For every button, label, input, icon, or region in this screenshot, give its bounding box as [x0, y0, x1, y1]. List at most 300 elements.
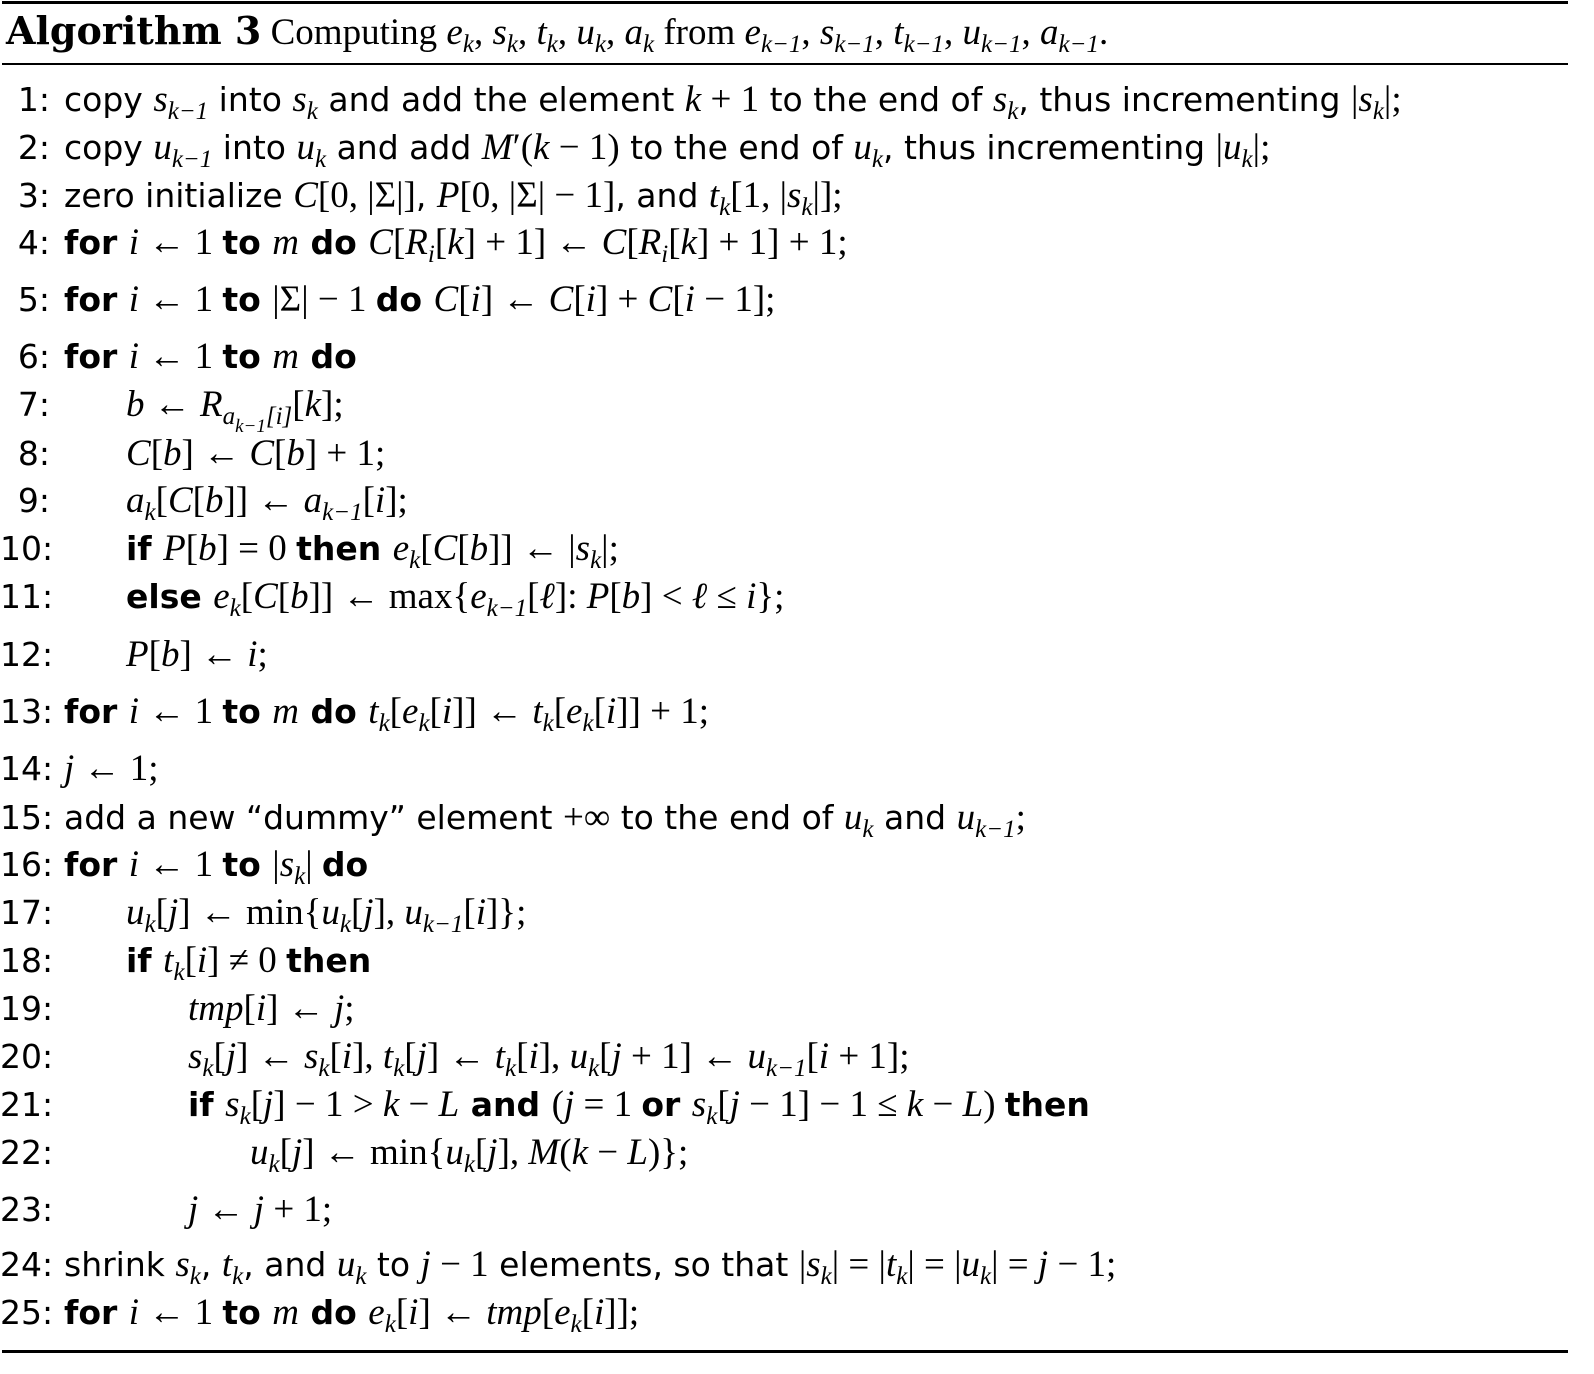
math-segment: e: [744, 12, 761, 53]
keyword: for: [64, 845, 129, 884]
math-segment: |Σ| − 1: [272, 279, 376, 320]
math-segment: i: [585, 279, 596, 320]
math-segment: [: [148, 634, 161, 675]
math-segment: from: [654, 12, 745, 53]
line-number: 5:: [17, 280, 50, 319]
math-segment: ];: [321, 384, 344, 425]
math-segment: s: [292, 79, 307, 120]
math-segment: [: [474, 1132, 488, 1173]
line-number: 14:: [0, 749, 54, 788]
math-segment: k−1: [765, 1055, 807, 1082]
math-segment: t: [221, 1244, 233, 1285]
math-segment: a: [303, 480, 323, 521]
math-segment: i: [374, 480, 386, 521]
math-segment: k: [173, 959, 185, 986]
math-segment: [0, |Σ|]: [317, 175, 416, 216]
math-segment: C: [126, 433, 151, 474]
text-segment: , and: [243, 1245, 337, 1284]
math-segment: i: [408, 1292, 419, 1333]
math-segment: i: [128, 336, 140, 377]
math-segment: ] + 1;: [304, 433, 386, 474]
math-segment: b: [621, 576, 641, 617]
math-segment: [: [573, 279, 586, 320]
line-number: 18:: [0, 941, 54, 980]
math-segment: ] ←: [426, 1036, 495, 1077]
math-segment: R: [405, 222, 428, 263]
math-segment: j: [1037, 1244, 1049, 1285]
line-number: 22:: [0, 1133, 54, 1172]
math-segment: M: [481, 127, 513, 168]
math-segment: ] ← min{: [302, 1132, 446, 1173]
keyword: and: [459, 1085, 552, 1124]
math-segment: .: [1098, 12, 1109, 53]
text-segment: to the end of: [619, 128, 854, 167]
math-segment: ],: [497, 1132, 529, 1173]
keyword: then: [1004, 1085, 1090, 1124]
line-content: [64, 745, 159, 794]
keyword: then: [286, 941, 372, 980]
math-segment: k−1: [981, 31, 1022, 58]
math-segment: ,: [557, 12, 577, 53]
math-segment: k: [378, 710, 390, 737]
math-segment: P: [163, 528, 186, 569]
line-number: 12:: [0, 635, 54, 674]
math-segment: ,: [473, 12, 493, 53]
math-segment: [: [806, 1036, 819, 1077]
math-segment: k−1: [975, 816, 1016, 843]
math-segment: [: [292, 384, 305, 425]
math-segment: j: [167, 892, 179, 933]
math-segment: C: [249, 433, 275, 474]
line-number: 7:: [17, 385, 50, 424]
math-segment: − 1): [549, 127, 620, 168]
line-number: 15:: [0, 798, 54, 837]
math-segment: ,: [944, 12, 963, 53]
math-segment: [: [277, 576, 291, 617]
math-segment: ]];: [604, 1292, 640, 1333]
math-segment: k: [871, 146, 883, 173]
keyword: to: [222, 1293, 273, 1332]
math-segment: L: [627, 1132, 648, 1173]
math-segment: u: [153, 127, 172, 168]
math-segment: ℓ: [691, 576, 708, 617]
text-segment: and add: [326, 128, 482, 167]
math-segment: [: [392, 222, 406, 263]
math-segment: i: [427, 241, 435, 268]
math-segment: ,: [1021, 12, 1040, 53]
math-segment: a: [126, 480, 145, 521]
math-segment: k: [506, 31, 518, 58]
math-segment: m: [272, 1292, 299, 1333]
math-segment: j: [487, 1132, 498, 1173]
math-segment: k: [582, 710, 594, 737]
math-segment: [: [185, 528, 199, 569]
math-segment: k−1: [171, 146, 213, 173]
text-segment: into: [208, 80, 293, 119]
math-segment: [: [184, 940, 197, 981]
math-segment: k: [314, 146, 327, 173]
math-segment: ]] ←: [223, 480, 304, 521]
math-segment: ← 1;: [74, 748, 159, 789]
math-segment: k−1: [486, 595, 528, 622]
math-segment: k−1: [903, 31, 945, 58]
math-segment: k: [1372, 98, 1384, 125]
line-content: [64, 333, 357, 382]
math-segment: tmp: [188, 988, 244, 1029]
math-segment: i: [196, 940, 208, 981]
math-segment: + 1: [701, 79, 760, 120]
math-segment: k: [505, 1055, 517, 1082]
math-segment: k−1: [422, 911, 464, 938]
math-segment: C: [433, 279, 459, 320]
math-segment: u: [321, 892, 340, 933]
math-segment: [: [329, 1036, 342, 1077]
math-segment: ]:: [554, 576, 587, 617]
math-segment: k: [1241, 146, 1253, 173]
math-segment: [: [150, 433, 164, 474]
line-number: 25:: [0, 1293, 54, 1332]
math-segment: k: [189, 1263, 201, 1290]
math-segment: t: [532, 691, 543, 732]
math-segment: k: [588, 1055, 600, 1082]
math-segment: ,: [605, 12, 625, 53]
math-segment: ←: [198, 1189, 254, 1230]
line-content: [126, 430, 385, 479]
math-segment: [: [457, 528, 470, 569]
math-segment: R: [638, 222, 662, 263]
math-segment: s: [188, 1036, 203, 1077]
math-segment: k: [294, 863, 306, 890]
math-segment: k: [318, 1055, 330, 1082]
math-segment: P: [586, 576, 610, 617]
math-segment: i: [746, 576, 757, 617]
math-segment: i: [128, 1292, 140, 1333]
math-segment: [: [192, 480, 205, 521]
math-segment: };: [756, 576, 785, 617]
math-segment: ;: [1015, 797, 1026, 838]
math-segment: b: [198, 528, 217, 569]
math-segment: ← 1: [139, 222, 223, 263]
math-segment: s: [819, 12, 835, 53]
math-segment: k: [684, 79, 702, 120]
keyword: to: [222, 337, 273, 376]
text-segment: elements, so that: [488, 1245, 799, 1284]
math-segment: u: [296, 127, 315, 168]
line-number: 10:: [0, 529, 54, 568]
math-segment: (: [551, 1084, 564, 1125]
math-segment: ] ←: [181, 433, 250, 474]
math-segment: + 1];: [829, 1036, 910, 1077]
keyword: to: [222, 845, 273, 884]
line-number: 13:: [0, 692, 54, 731]
keyword: for: [64, 280, 129, 319]
math-segment: k: [546, 31, 558, 58]
math-segment: u: [569, 1036, 589, 1077]
math-segment: m: [272, 222, 299, 263]
math-segment: u: [404, 892, 423, 933]
math-segment: k: [232, 1263, 244, 1290]
math-segment: )};: [647, 1132, 689, 1173]
line-number: 4:: [17, 223, 50, 262]
math-segment: ],: [352, 1036, 383, 1077]
math-segment: k: [268, 1151, 280, 1178]
math-segment: u: [747, 1036, 766, 1077]
text-segment: and: [873, 798, 957, 837]
math-segment: b: [126, 384, 145, 425]
math-segment: ] + 1] + 1;: [696, 222, 848, 263]
math-segment: j: [253, 1189, 265, 1230]
text-segment: zero initialize: [64, 176, 294, 215]
math-segment: t: [536, 12, 547, 53]
line-content: [188, 985, 355, 1034]
line-number: 11:: [0, 577, 54, 616]
math-segment: [: [458, 279, 471, 320]
math-segment: u: [853, 127, 872, 168]
math-segment: k−1: [760, 31, 802, 58]
math-segment: C: [432, 528, 458, 569]
math-segment: |: [1215, 127, 1224, 168]
keyword: for: [64, 692, 129, 731]
math-segment: [i]: [265, 403, 293, 430]
math-segment: ,: [801, 12, 820, 53]
math-segment: ← 1: [139, 279, 223, 320]
math-segment: [1, |: [730, 175, 788, 216]
math-segment: [: [362, 480, 375, 521]
math-segment: k−1: [167, 98, 209, 125]
math-segment: i: [605, 691, 617, 732]
math-segment: k−1: [834, 31, 875, 58]
math-segment: k: [642, 31, 655, 58]
math-segment: k: [533, 127, 550, 168]
math-segment: k: [862, 816, 874, 843]
math-segment: u: [962, 12, 982, 53]
math-segment: = 1: [574, 1084, 642, 1125]
keyword: if: [126, 941, 164, 980]
math-segment: a: [624, 12, 643, 53]
math-segment: m: [272, 336, 299, 377]
math-segment: k: [719, 194, 731, 221]
line-number: 23:: [0, 1190, 54, 1229]
math-segment: u: [576, 12, 595, 53]
line-number: 8:: [17, 434, 50, 473]
math-segment: i: [684, 279, 695, 320]
math-segment: ] ←: [266, 988, 334, 1029]
math-segment: i: [441, 691, 453, 732]
math-segment: ]] ← |: [488, 528, 576, 569]
math-segment: [: [609, 576, 622, 617]
math-segment: u: [956, 797, 976, 838]
math-segment: ] ≠ 0: [207, 940, 287, 981]
math-segment: tmp: [486, 1292, 542, 1333]
math-segment: [: [240, 576, 254, 617]
math-segment: k: [239, 1103, 251, 1130]
math-segment: ] + 1] ←: [463, 222, 602, 263]
math-segment: ];: [385, 480, 408, 521]
line-number: 6:: [17, 337, 50, 376]
keyword: do: [375, 280, 434, 319]
math-segment: | = |: [907, 1244, 962, 1285]
math-segment: [: [717, 1084, 730, 1125]
math-segment: k−1: [322, 499, 363, 526]
math-segment: [: [250, 1084, 264, 1125]
math-segment: − 1;: [1048, 1244, 1117, 1285]
math-segment: k: [382, 1084, 400, 1125]
math-segment: [: [420, 528, 433, 569]
math-segment: [: [553, 691, 567, 732]
math-segment: j: [729, 1084, 740, 1125]
math-segment: |;: [1383, 79, 1402, 120]
math-segment: i: [661, 241, 669, 268]
line-number: 1:: [17, 80, 50, 119]
caption-rule: [2, 63, 1568, 65]
text-segment: to the end of: [610, 798, 844, 837]
math-segment: k: [229, 595, 241, 622]
line-content: [64, 688, 709, 748]
math-segment: ] ←: [179, 634, 248, 675]
math-segment: j: [363, 892, 374, 933]
math-segment: a: [222, 403, 236, 430]
math-segment: t: [885, 1244, 897, 1285]
keyword: if: [126, 529, 164, 568]
math-segment: C: [647, 279, 673, 320]
algorithm-caption: [6, 8, 1108, 59]
math-segment: e: [392, 528, 410, 569]
line-content: [188, 1186, 332, 1235]
math-segment: ℓ: [539, 576, 555, 617]
line-content: [126, 573, 784, 633]
math-segment: [: [527, 576, 540, 617]
math-segment: s: [1358, 79, 1373, 120]
math-segment: M: [528, 1132, 560, 1173]
math-segment: P: [126, 634, 149, 675]
math-segment: [: [279, 1132, 292, 1173]
math-segment: | =: [991, 1244, 1038, 1285]
math-segment: t: [893, 12, 904, 53]
math-segment: ]] ←: [452, 691, 533, 732]
math-segment: − 1] − 1 ≤: [739, 1084, 907, 1125]
math-segment: ] = 0: [216, 528, 297, 569]
math-segment: ′(: [512, 127, 534, 168]
math-segment: k: [304, 384, 322, 425]
keyword: then: [296, 529, 393, 568]
math-segment: Computing: [261, 12, 447, 53]
math-segment: k: [571, 1132, 588, 1173]
math-segment: i: [128, 279, 140, 320]
keyword: do: [299, 1293, 369, 1332]
math-segment: [: [213, 1036, 226, 1077]
math-segment: |;: [601, 528, 619, 569]
math-segment: e: [368, 1292, 385, 1333]
text-segment: copy: [64, 80, 154, 119]
math-segment: t: [368, 691, 379, 732]
math-segment: t: [163, 940, 174, 981]
math-segment: [: [463, 892, 476, 933]
math-segment: b: [160, 634, 180, 675]
math-segment: [0, |Σ| − 1]: [459, 175, 616, 216]
math-segment: k: [339, 911, 351, 938]
math-segment: ] ←: [480, 279, 549, 320]
math-segment: e: [566, 691, 583, 732]
math-segment: s: [175, 1244, 190, 1285]
math-segment: ]] + 1;: [616, 691, 709, 732]
text-segment: copy: [64, 128, 154, 167]
text-segment: , thus incrementing: [882, 128, 1216, 167]
math-segment: k: [384, 1311, 396, 1338]
keyword: to: [222, 692, 273, 731]
math-segment: s: [303, 1036, 319, 1077]
math-segment: i: [818, 1036, 830, 1077]
math-segment: ,: [874, 12, 894, 53]
math-segment: ←: [144, 384, 200, 425]
math-segment: i: [247, 634, 258, 675]
text-segment: , and: [615, 176, 709, 215]
math-segment: j: [291, 1132, 303, 1173]
math-segment: k: [570, 1311, 582, 1338]
math-segment: u: [336, 1244, 356, 1285]
math-segment: ] − 1 >: [273, 1084, 383, 1125]
math-segment: t: [494, 1036, 506, 1077]
math-segment: [: [581, 1292, 594, 1333]
math-segment: t: [382, 1036, 394, 1077]
math-segment: k−1: [1058, 31, 1099, 58]
math-segment: ] +: [595, 279, 648, 320]
math-segment: b: [469, 528, 489, 569]
math-segment: C: [368, 222, 393, 263]
math-segment: ],: [538, 1036, 570, 1077]
math-segment: ): [983, 1084, 1005, 1125]
math-segment: [: [274, 433, 287, 474]
math-segment: k: [801, 194, 813, 221]
line-number: 17:: [0, 893, 54, 932]
math-segment: e: [402, 691, 419, 732]
math-segment: b: [163, 433, 182, 474]
math-segment: [: [593, 691, 606, 732]
math-segment: ;: [257, 634, 268, 675]
keyword: to: [222, 280, 273, 319]
math-segment: |: [272, 844, 280, 885]
math-segment: −: [588, 1132, 628, 1173]
math-segment: b: [290, 576, 309, 617]
math-segment: k: [820, 1263, 832, 1290]
math-segment: ],: [373, 892, 405, 933]
math-segment: j: [188, 1189, 199, 1230]
math-segment: [: [672, 279, 685, 320]
math-segment: k: [462, 31, 474, 58]
line-content: [250, 1129, 688, 1189]
math-segment: [: [668, 222, 681, 263]
keyword: do: [321, 845, 369, 884]
math-segment: s: [787, 175, 802, 216]
math-segment: k: [896, 1263, 908, 1290]
math-segment: e: [554, 1292, 571, 1333]
text-segment: to: [366, 1245, 421, 1284]
math-segment: j: [333, 988, 345, 1029]
text-segment: add a new “dummy” element: [64, 798, 563, 837]
line-number: 3:: [17, 176, 50, 215]
math-segment: s: [691, 1084, 707, 1125]
math-segment: [: [434, 222, 448, 263]
math-segment: + 1;: [264, 1189, 333, 1230]
math-segment: u: [250, 1132, 269, 1173]
math-segment: [: [389, 691, 402, 732]
math-segment: [: [350, 892, 364, 933]
math-segment: ] ←: [236, 1036, 304, 1077]
math-segment: [: [395, 1292, 409, 1333]
keyword: for: [64, 1293, 129, 1332]
keyword: do: [299, 337, 357, 376]
math-segment: R: [200, 384, 223, 425]
math-segment: s: [575, 528, 591, 569]
